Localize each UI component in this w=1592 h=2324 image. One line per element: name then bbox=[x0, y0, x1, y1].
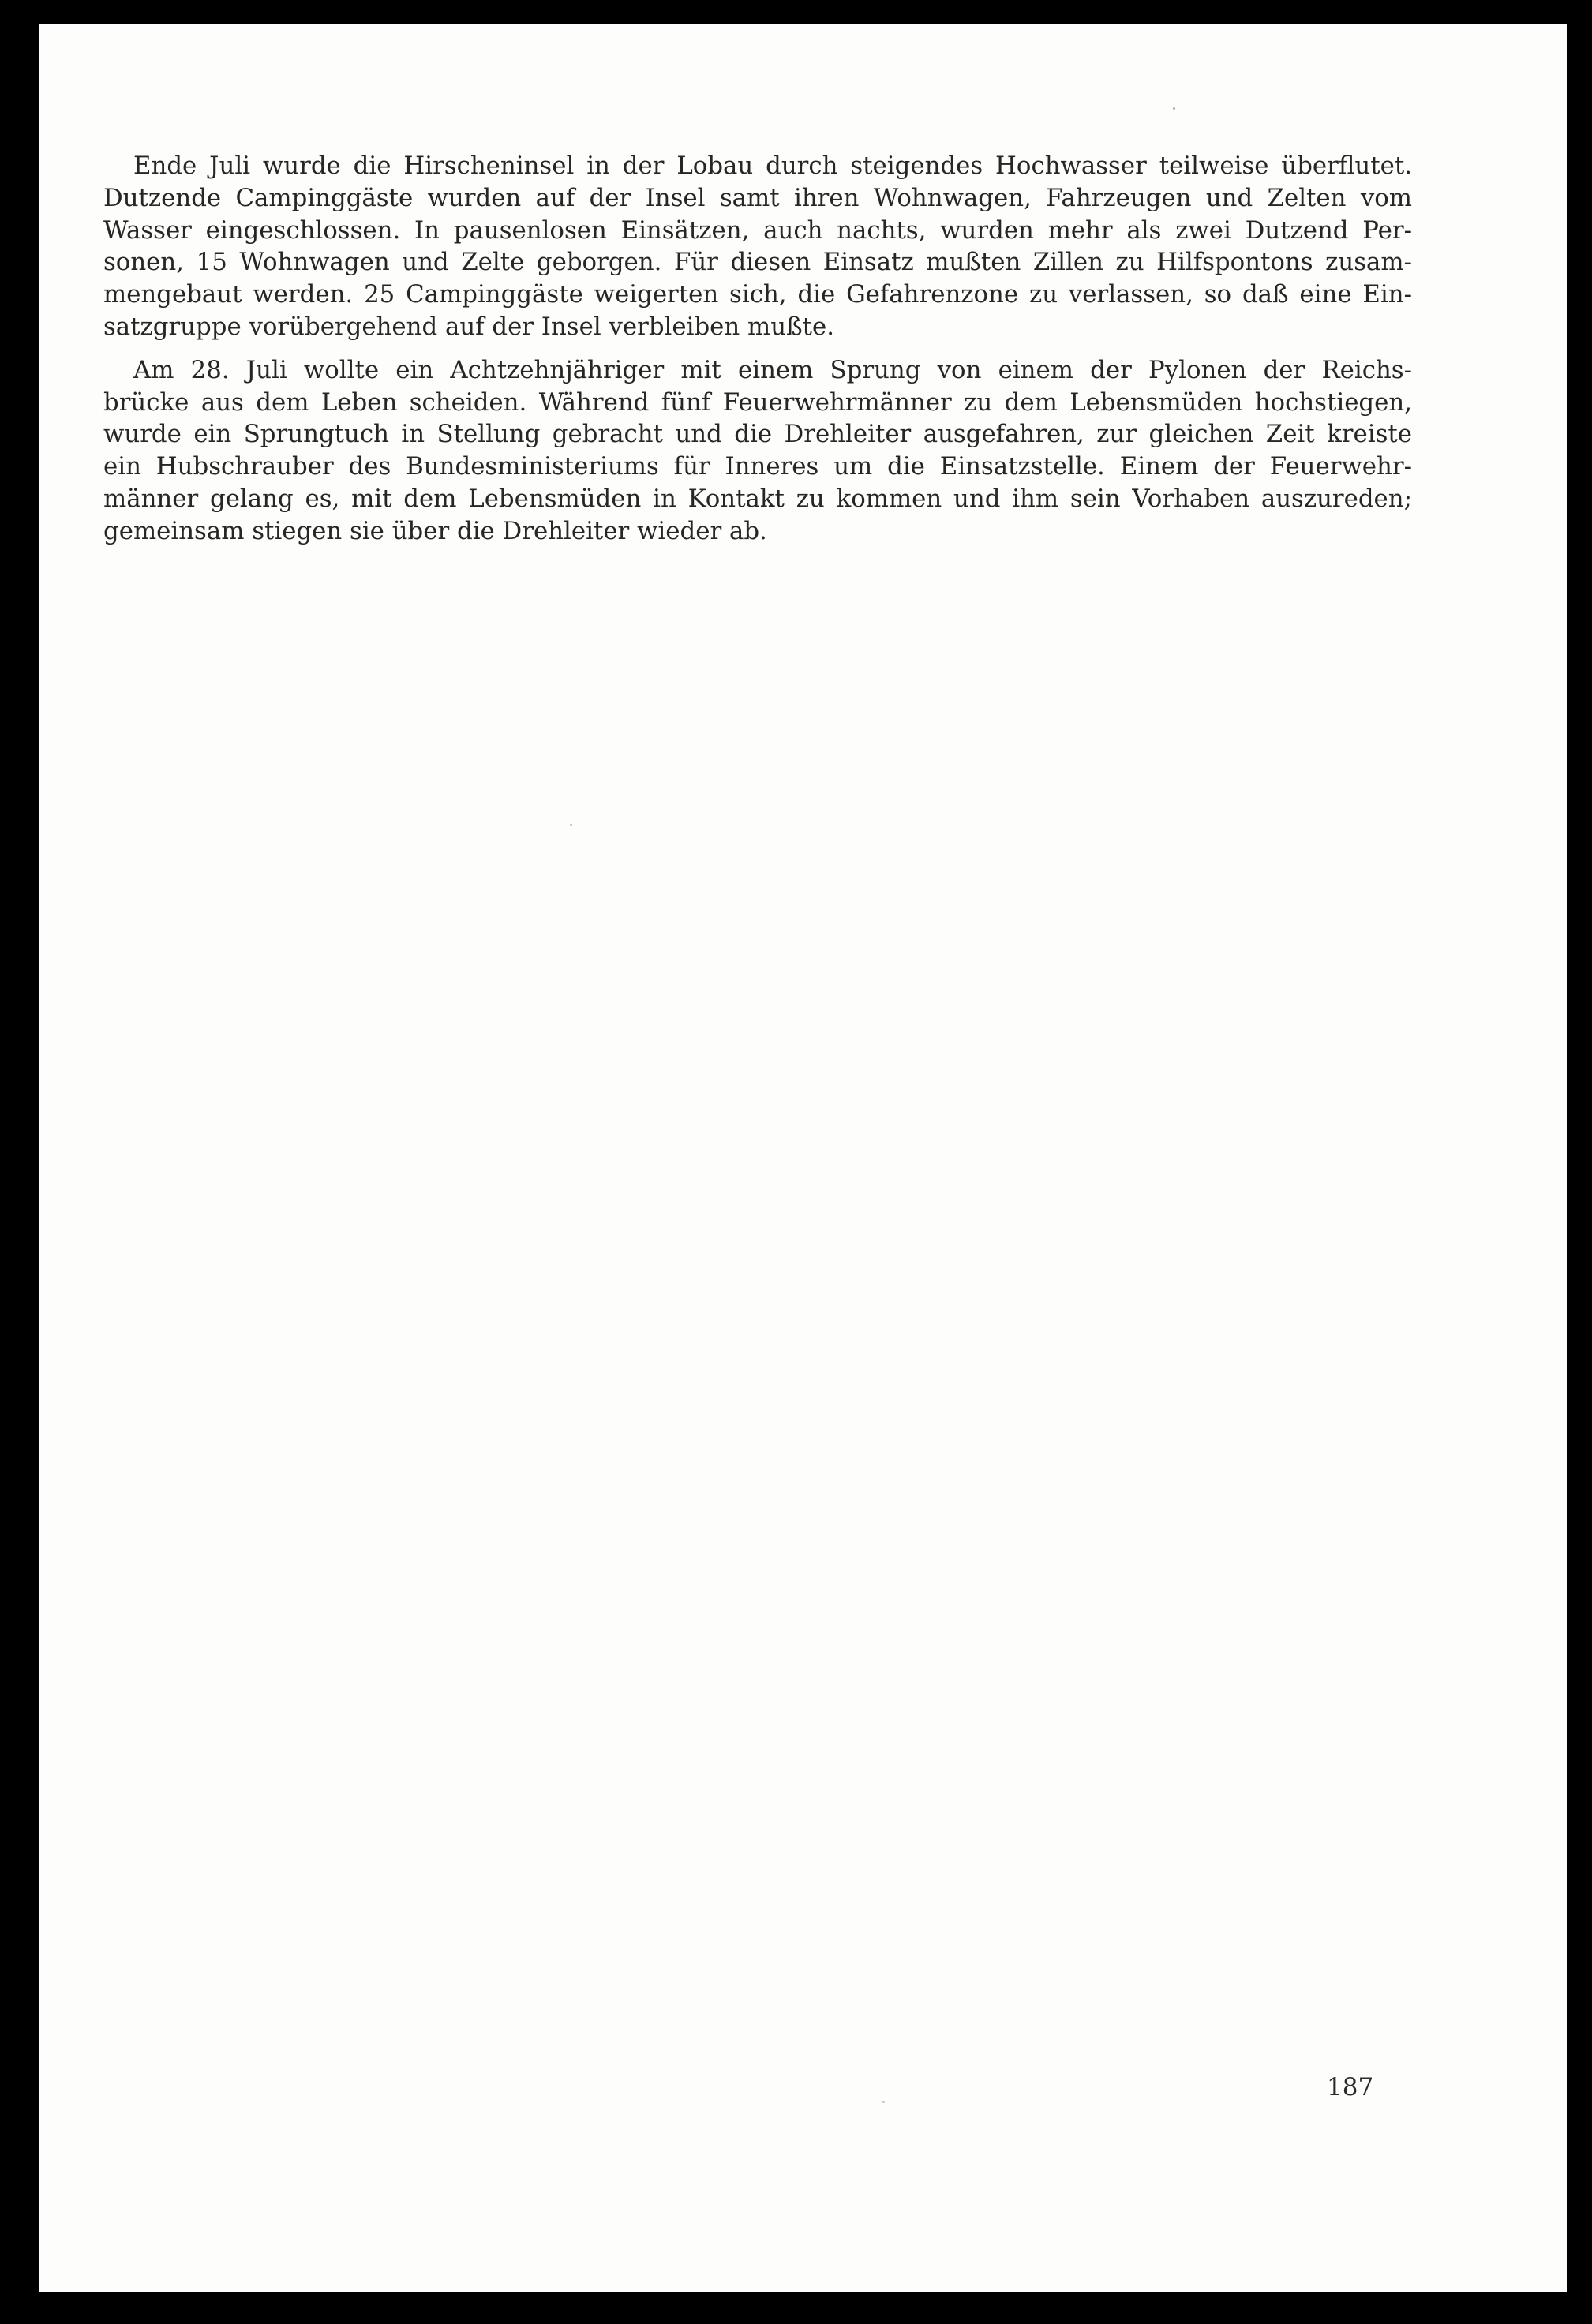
text-line: Dutzende Campinggäste wurden auf der Insel samt ihren Wohnwagen, Fahrzeugen und Zelten vom bbox=[103, 183, 1412, 212]
text-line: brücke aus dem Leben scheiden. Während fünf Feuerwehrmänner zu dem Lebensmüden hochstiegen, bbox=[103, 387, 1412, 417]
document-page bbox=[39, 24, 1567, 2292]
text-line: wurde ein Sprungtuch in Stellung gebracht und die Drehleiter ausgefahren, zur gleichen Zeit kreiste bbox=[103, 420, 1412, 449]
text-line: Ende Juli wurde die Hirscheninsel in der Lobau durch steigendes Hochwasser teilweise überflutet. bbox=[133, 152, 1412, 180]
text-line: ein Hubschrauber des Bundesministeriums für Inneres um die Einsatzstelle. Einem der Feuerwehr- bbox=[103, 452, 1412, 481]
text-line: Wasser eingeschlossen. In pausenlosen Einsätzen, auch nachts, wurden mehr als zwei Dutzend Per- bbox=[103, 215, 1412, 245]
paragraph-reichsbruecke bbox=[103, 354, 1412, 548]
paper-speck bbox=[882, 2101, 885, 2103]
text-line: sonen, 15 Wohnwagen und Zelte geborgen. Für diesen Einsatz mußten Zillen zu Hilfspontons zusam- bbox=[103, 248, 1412, 277]
text-line: männer gelang es, mit dem Lebensmüden in Kontakt zu kommen und ihm sein Vorhaben auszureden; bbox=[103, 484, 1412, 513]
paper-speck bbox=[570, 824, 572, 826]
text-line: mengebaut werden. 25 Campinggäste weigerten sich, die Gefahrenzone zu verlassen, so daß eine Ein- bbox=[103, 280, 1412, 309]
paragraph-hochwasser bbox=[103, 150, 1412, 343]
text-line: satzgruppe vorübergehend auf der Insel verbleiben mußte. bbox=[103, 312, 835, 341]
page-number: 187 bbox=[1327, 2073, 1374, 2101]
paragraph-spacer bbox=[103, 343, 1412, 354]
paper-speck bbox=[1173, 107, 1175, 110]
body-text bbox=[103, 150, 1412, 548]
text-line: gemeinsam stiegen sie über die Drehleiter wieder ab. bbox=[103, 516, 767, 545]
text-line: Am 28. Juli wollte ein Achtzehnjähriger mit einem Sprung von einem der Pylonen der Reichs- bbox=[133, 355, 1412, 384]
